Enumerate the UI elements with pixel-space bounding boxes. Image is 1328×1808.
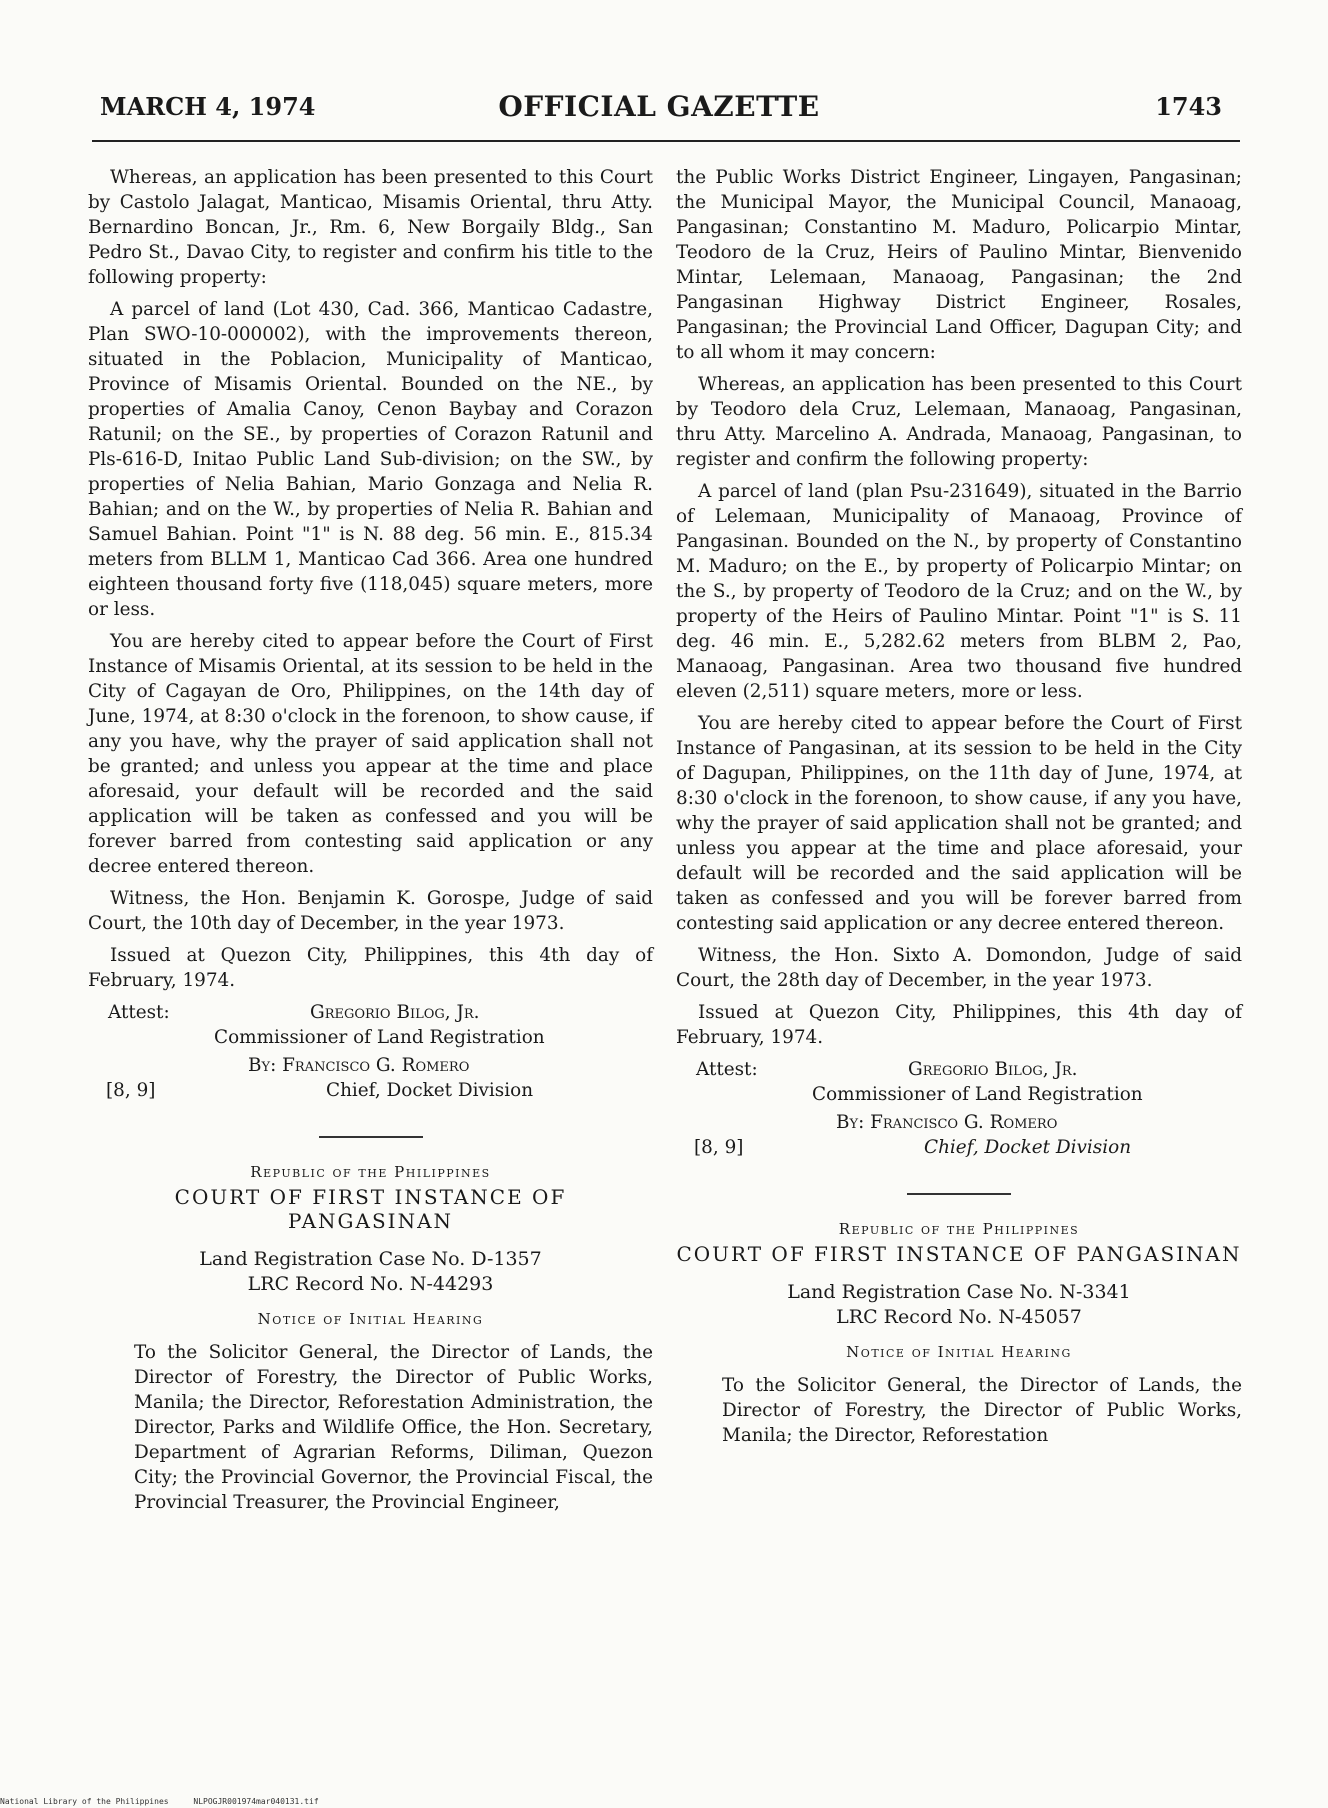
lrc-record-number: LRC Record No. N-44293 <box>247 1273 494 1295</box>
chief-title: Chief, Docket Division <box>326 1080 534 1101</box>
commissioner-title: Commissioner of Land Registration <box>214 1027 545 1048</box>
library-credit: National Library of the Philippines <box>0 1797 169 1806</box>
section-divider <box>907 1193 1011 1195</box>
header-rule <box>92 140 1240 142</box>
republic-heading: Republic of the Philippines <box>250 1163 491 1181</box>
page-number: 1743 <box>1155 92 1222 121</box>
commissioner-name: Gregorio Bilog, Jr. <box>310 1002 480 1023</box>
property-description: A parcel of land (plan Psu-231649), situated in the Barrio of Lelemaan, Municipality of Manaoag, Province of Pangasinan. Bounded on the N., by property of Constantino M. Maduro; on the E., by property of Policarpio Mintar; on the S., by property of Teodoro de la Cruz; and on the W., by property of the Heirs of Paulino Mintar. Point "1" is S. 11 deg. 46 min. E., 5,282.62 meters from BLBM 2, Pao, Manaoag, Pangasinan. Area two thousand five hundred eleven (2,511) square meters, more or less. <box>676 481 1242 702</box>
issued-paragraph: Issued at Quezon City, Philippines, this 4th day of February, 1974. <box>676 1002 1242 1048</box>
left-column <box>88 165 653 1522</box>
republic-heading: Republic of the Philippines <box>838 1220 1080 1238</box>
witness-paragraph: Witness, the Hon. Sixto A. Domondon, Judge of said Court, the 28th day of December, in the year 1973. <box>676 945 1242 991</box>
by-line: By: Francisco G. Romero <box>836 1112 1058 1133</box>
section-divider <box>319 1136 423 1138</box>
notice-heading: Notice of Initial Hearing <box>257 1310 484 1328</box>
case-number: Land Registration Case No. N-3341 <box>787 1281 1131 1303</box>
notice-whereas: Whereas, an application has been presented to this Court by Castolo Jalagat, Manticao, Misamis Oriental, thru Atty. Bernardino Boncan, Jr., Rm. 6, New Borgaily Bldg., San Pedro St., Davao City, to register and confirm his title to the following property: <box>88 167 653 288</box>
court-heading: COURT OF FIRST INSTANCE OF PANGASINAN <box>676 1242 1242 1266</box>
addressee-continuation: the Public Works District Engineer, Lingayen, Pangasinan; the Municipal Mayor, the Municipal Council, Manaoag, Pangasinan; Constantino M. Maduro, Policarpio Mintar, Teodoro de la Cruz, Heirs of Paulino Mintar, Bienvenido Mintar, Lelemaan, Manaoag, Pangasinan; the 2nd Pangasinan Highway District Engineer, Rosales, Pangasinan; the Provincial Land Officer, Dagupan City; and to all whom it may concern: <box>676 167 1242 363</box>
chief-title: Chief, Docket Division <box>924 1137 1132 1158</box>
scan-footer <box>0 1797 339 1806</box>
page-header <box>96 92 1222 132</box>
addressee-list: To the Solicitor General, the Director of Lands, the Director of Forestry, the Director of Public Works, Manila; the Director, Reforestation <box>722 1375 1242 1446</box>
right-column <box>676 165 1242 1455</box>
commissioner-title: Commissioner of Land Registration <box>812 1084 1143 1105</box>
reference-number: [8, 9] <box>106 1080 156 1101</box>
witness-paragraph: Witness, the Hon. Benjamin K. Gorospe, Judge of said Court, the 10th day of December, in the year 1973. <box>88 888 653 934</box>
citation-paragraph: You are hereby cited to appear before the Court of First Instance of Misamis Oriental, at its session to be held in the City of Cagayan de Oro, Philippines, on the 14th day of June, 1974, at 8:30 o'clock in the forenoon, to show cause, if any you have, why the prayer of said application shall not be granted; and unless you appear at the time and place aforesaid, your default will be recorded and the said application will be taken as confessed and you will be forever barred from contesting said application or any decree entered thereon. <box>88 631 653 877</box>
publication-title: OFFICIAL GAZETTE <box>498 90 820 123</box>
issue-date: MARCH 4, 1974 <box>100 92 316 121</box>
citation-paragraph: You are hereby cited to appear before the Court of First Instance of Pangasinan, at its session to be held in the City of Dagupan, Philippines, on the 11th day of June, 1974, at 8:30 o'clock in the forenoon, to show cause, if any you have, why the prayer of said application shall not be granted; and unless you appear at the time and place aforesaid, your default will be recorded and the said application will be taken as confessed and you will be forever barred from contesting said application or any decree entered thereon. <box>676 713 1242 934</box>
scan-filename: NLPOGJR001974mar040131.tif <box>193 1797 319 1806</box>
signature-block <box>88 1000 653 1104</box>
property-description: A parcel of land (Lot 430, Cad. 366, Manticao Cadastre, Plan SWO-10-000002), with the improvements thereon, situated in the Poblacion, Municipality of Manticao, Province of Misamis Oriental. Bounded on the NE., by properties of Amalia Canoy, Cenon Baybay and Corazon Ratunil; on the SE., by properties of Corazon Ratunil and Pls-616-D, Initao Public Land Sub-division; on the SW., by properties of Nelia Bahian, Mario Gonzaga and Nelia R. Bahian; and on the W., by properties of Nelia R. Bahian and Samuel Bahian. Point "1" is N. 88 deg. 56 min. E., 815.34 meters from BLLM 1, Manticao Cad 366. Area one hundred eighteen thousand forty five (118,045) square meters, more or less. <box>88 299 653 620</box>
attest-label: Attest: <box>108 1002 170 1023</box>
addressee-list: To the Solicitor General, the Director of Lands, the Director of Forestry, the Director of Public Works, Manila; the Director, Reforestation Administration, the Director, Parks and Wildlife Office, the Hon. Secretary, Department of Agrarian Reforms, Diliman, Quezon City; the Provincial Governor, the Provincial Fiscal, the Provincial Treasurer, the Provincial Engineer, <box>134 1342 653 1513</box>
lrc-record-number: LRC Record No. N-45057 <box>836 1306 1082 1328</box>
case-number: Land Registration Case No. D-1357 <box>199 1248 542 1270</box>
reference-number: [8, 9] <box>694 1137 744 1158</box>
court-heading: COURT OF FIRST INSTANCE OF PANGASINAN <box>174 1185 567 1233</box>
notice-whereas: Whereas, an application has been presented to this Court by Teodoro dela Cruz, Lelemaan, Manaoag, Pangasinan, thru Atty. Marcelino A. Andrada, Manaoag, Pangasinan, to register and confirm the following property: <box>676 374 1242 470</box>
issued-paragraph: Issued at Quezon City, Philippines, this 4th day of February, 1974. <box>88 945 653 991</box>
signature-block <box>676 1057 1242 1161</box>
by-line: By: Francisco G. Romero <box>248 1055 470 1076</box>
commissioner-name: Gregorio Bilog, Jr. <box>908 1059 1078 1080</box>
attest-label: Attest: <box>696 1059 758 1080</box>
notice-heading: Notice of Initial Hearing <box>846 1343 1072 1361</box>
